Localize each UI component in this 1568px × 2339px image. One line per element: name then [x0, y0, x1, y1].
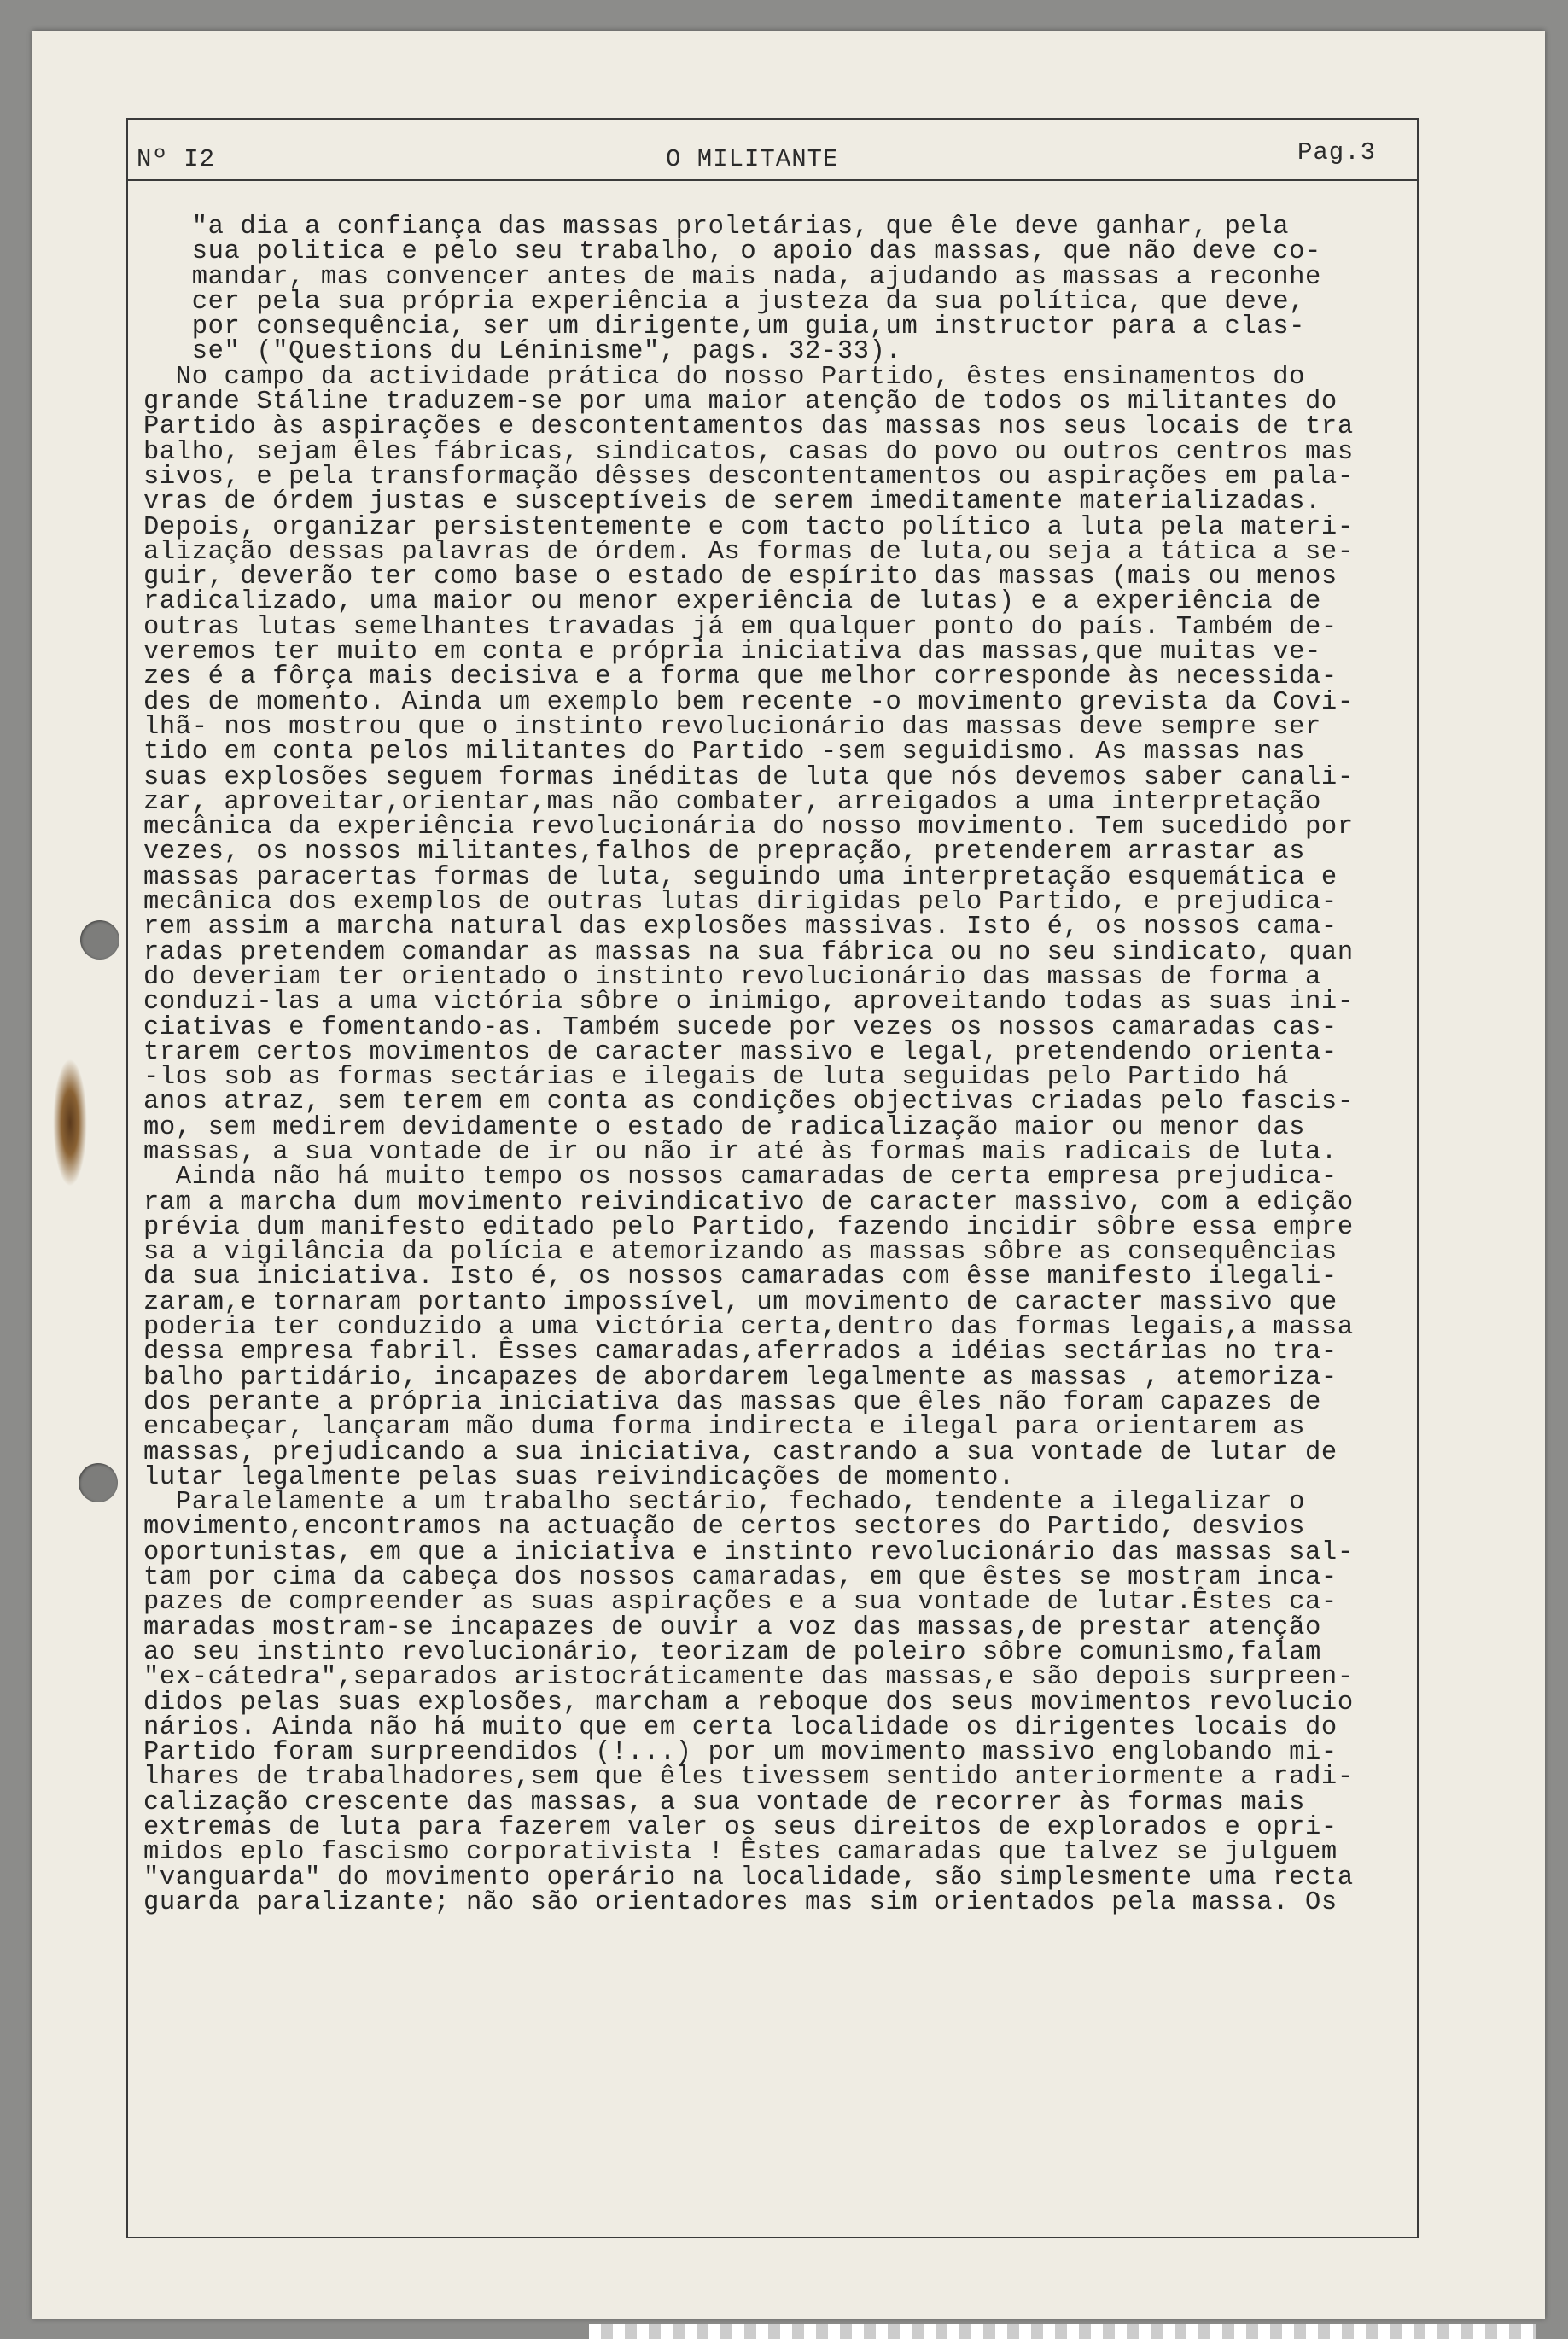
text-line: midos eplo fascismo corporativista ! Êstes camaradas que talvez se julguem — [143, 1838, 1338, 1868]
text-line: vezes, os nossos militantes,falhos de prepração, pretenderem arrastar as — [143, 837, 1306, 867]
text-line: poderia ter conduzido a uma victória certa,dentro das formas legais,a massa — [143, 1313, 1354, 1343]
text-line: guarda paralizante; não são orientadores mas sim orientados pela massa. Os — [143, 1887, 1338, 1917]
text-line: se" ("Questions du Léninisme", pags. 32-33). — [143, 337, 902, 367]
text-line: dos perante a própria iniciativa das massas que êles não foram capazes de — [143, 1387, 1321, 1417]
text-line: -los sob as formas sectárias e ilegais de luta seguidas pelo Partido há — [143, 1063, 1290, 1093]
text-line: sa a vigilância da polícia e atemorizando as massas sôbre as consequências — [143, 1238, 1338, 1268]
text-line: grande Stáline traduzem-se por uma maior atenção de todos os militantes do — [143, 388, 1338, 417]
scan-calibration-strip — [589, 2324, 1536, 2339]
text-line: mecânica dos exemplos de outras lutas dirigidas pelo Partido, e prejudica- — [143, 888, 1338, 918]
text-line: Partido foram surpreendidos (!...) por um movimento massivo englobando mi- — [143, 1738, 1338, 1768]
text-line: radicalizado, uma maior ou menor experiência de lutas) e a experiência de — [143, 587, 1321, 617]
publication-title: O MILITANTE — [666, 145, 839, 173]
text-line: anos atraz, sem terem em conta as condições objectivas criadas pelo fascis- — [143, 1088, 1354, 1117]
text-line: pazes de compreender as suas aspirações e a sua vontade de lutar.Êstes ca- — [143, 1588, 1338, 1618]
text-line: Partido às aspirações e descontentamentos das massas nos seus locais de tra — [143, 412, 1354, 442]
text-line: prévia dum manifesto editado pelo Partido, fazendo incidir sôbre essa empre — [143, 1212, 1354, 1242]
text-line: "vanguarda" do movimento operário na localidade, são simplesmente uma recta — [143, 1863, 1354, 1893]
burn-mark — [53, 1059, 87, 1187]
text-line: zaram,e tornaram portanto impossível, um movimento de caracter massivo que — [143, 1287, 1338, 1317]
text-line: massas, a sua vontade de ir ou não ir até às formas mais radicais de luta. — [143, 1137, 1338, 1167]
text-line: por consequência, ser um dirigente,um guia,um instructor para a clas- — [143, 312, 1306, 342]
text-line: tam por cima da cabeça dos nossos camaradas, em que êstes se mostram inca- — [143, 1563, 1338, 1593]
text-line: Depois, organizar persistentemente e com tacto político a luta pela materi- — [143, 512, 1354, 542]
text-line: Paralelamente a um trabalho sectário, fechado, tendente a ilegalizar o — [143, 1488, 1306, 1518]
text-line: ram a marcha dum movimento reivindicativo de caracter massivo, com a edição — [143, 1187, 1354, 1217]
text-line: calização crescente das massas, a sua vontade de recorrer às formas mais — [143, 1788, 1306, 1817]
text-line: outras lutas semelhantes travadas já em qualquer ponto do país. Também de- — [143, 612, 1338, 642]
text-line: nários. Ainda não há muito que em certa localidade os dirigentes locais do — [143, 1712, 1338, 1742]
text-line: rem assim a marcha natural das explosões massivas. Isto é, os nossos cama- — [143, 913, 1338, 942]
text-line: cer pela sua própria experiência a justeza da sua política, que deve, — [143, 287, 1306, 317]
text-line: alização dessas palavras de órdem. As formas de luta,ou seja a tática a se- — [143, 537, 1354, 567]
text-line: lutar legalmente pelas suas reivindicações de momento. — [143, 1462, 1015, 1492]
text-line: vras de órdem justas e susceptíveis de serem imeditamente materializadas. — [143, 487, 1321, 517]
text-line: mandar, mas convencer antes de mais nada, ajudando as massas a reconhe — [143, 262, 1321, 292]
issue-number: Nº I2 — [137, 145, 216, 173]
text-line: zes é a fôrça mais decisiva e a forma que melhor corresponde às necessida- — [143, 662, 1338, 692]
text-line: suas explosões seguem formas inéditas de luta que nós devemos saber canali- — [143, 762, 1354, 792]
text-line: oportunistas, em que a iniciativa e instinto revolucionário das massas sal- — [143, 1537, 1354, 1567]
text-line: mo, sem medirem devidamente o estado de radicalização maior ou menor das — [143, 1112, 1306, 1142]
punch-hole — [79, 1463, 118, 1502]
text-line: "a dia a confiança das massas proletárias, que êle deve ganhar, pela — [143, 213, 1290, 242]
text-line: balho, sejam êles fábricas, sindicatos, casas do povo ou outros centros mas — [143, 437, 1354, 467]
text-line: da sua iniciativa. Isto é, os nossos camaradas com êsse manifesto ilegali- — [143, 1263, 1338, 1292]
text-line: do deveriam ter orientado o instinto revolucionário das massas de forma a — [143, 962, 1321, 992]
text-line: veremos ter muito em conta e própria iniciativa das massas,que muitas ve- — [143, 638, 1321, 668]
text-line: des de momento. Ainda um exemplo bem recente -o movimento grevista da Covi- — [143, 687, 1354, 717]
article-body — [143, 215, 1441, 1916]
text-line: dessa empresa fabril. Êsses camaradas,aferrados a idéias sectárias no tra- — [143, 1338, 1338, 1368]
text-line: massas, prejudicando a sua iniciativa, castrando a sua vontade de lutar de — [143, 1438, 1338, 1467]
text-line: movimento,encontramos na actuação de certos sectores do Partido, desvios — [143, 1513, 1306, 1543]
text-line: ciativas e fomentando-as. Também sucede por vezes os nossos camaradas cas- — [143, 1012, 1338, 1042]
text-line: tido em conta pelos militantes do Partido -sem seguidismo. As massas nas — [143, 738, 1306, 767]
text-line: sua politica e pelo seu trabalho, o apoio das massas, que não deve co- — [143, 237, 1321, 267]
text-line: "ex-cátedra",separados aristocráticamente das massas,e são depois surpreen- — [143, 1663, 1354, 1693]
text-line: guir, deverão ter como base o estado de espírito das massas (mais ou menos — [143, 563, 1338, 592]
text-line: didos pelas suas explosões, marcham a reboque dos seus movimentos revolucio — [143, 1688, 1354, 1718]
text-line: No campo da actividade prática do nosso Partido, êstes ensinamentos do — [143, 362, 1306, 392]
text-line: lhã- nos mostrou que o instinto revolucionário das massas deve sempre ser — [143, 712, 1321, 742]
text-line: extremas de luta para fazerem valer os seus direitos de explorados e opri- — [143, 1813, 1338, 1842]
page-number: Pag.3 — [1297, 138, 1377, 166]
text-line: Ainda não há muito tempo os nossos camaradas de certa empresa prejudica- — [143, 1163, 1338, 1193]
text-line: maradas mostram-se incapazes de ouvir a voz das massas,de prestar atenção — [143, 1613, 1321, 1642]
text-line: zar, aproveitar,orientar,mas não combater, arreigados a uma interpretação — [143, 787, 1321, 817]
text-line: encabeçar, lançaram mão duma forma indirecta e ilegal para orientarem as — [143, 1413, 1306, 1443]
text-line: radas pretendem comandar as massas na sua fábrica ou no seu sindicato, quan — [143, 937, 1354, 967]
text-line: trarem certos movimentos de caracter massivo e legal, pretendendo orienta- — [143, 1037, 1338, 1067]
text-line: lhares de trabalhadores,sem que êles tivessem sentido anteriormente a radi- — [143, 1763, 1354, 1793]
text-line: ao seu instinto revolucionário, teorizam de poleiro sôbre comunismo,falam — [143, 1637, 1321, 1667]
text-line: massas paracertas formas de luta, seguindo uma interpretação esquemática e — [143, 862, 1338, 892]
text-line: mecânica da experiência revolucionária do nosso movimento. Tem sucedido por — [143, 813, 1354, 843]
text-line: balho partidário, incapazes de abordarem legalmente as massas , atemoriza- — [143, 1362, 1338, 1392]
text-line: conduzi-las a uma victória sôbre o inimigo, aproveitando todas as suas ini- — [143, 988, 1354, 1018]
text-line: sivos, e pela transformação dêsses descontentamentos ou aspirações em pala- — [143, 462, 1354, 492]
punch-hole — [80, 920, 119, 960]
